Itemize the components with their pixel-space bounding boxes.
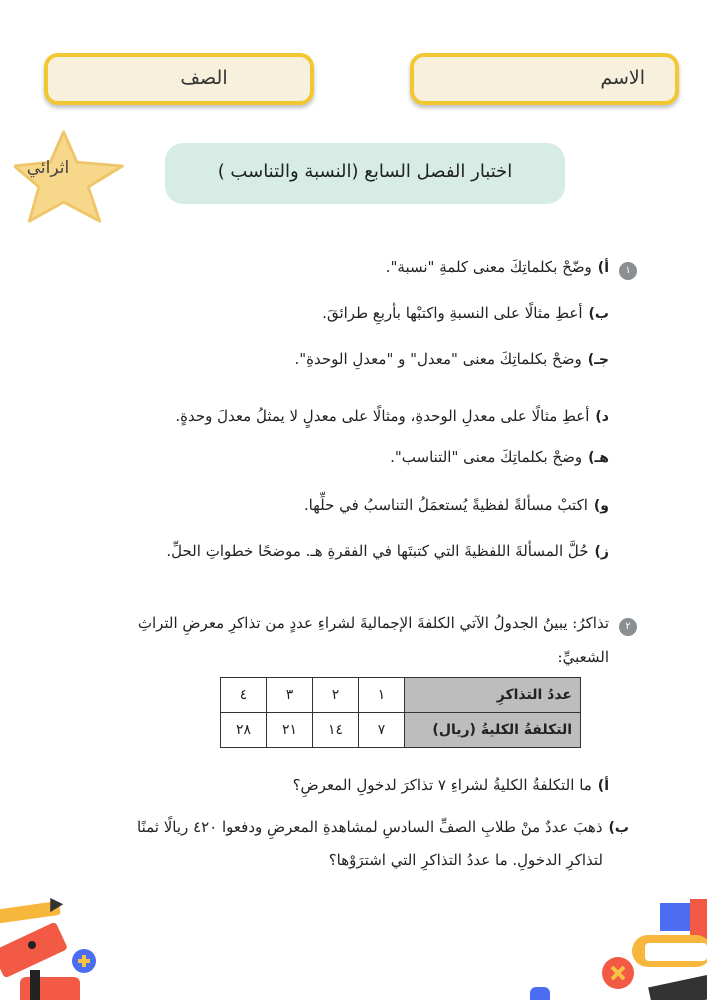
grade-label: الصف [180, 67, 228, 89]
student-name-field[interactable] [410, 53, 679, 105]
page-title: اختبار الفصل السابع (النسبة والتناسب ) [165, 143, 565, 204]
table-cell: ١ [359, 678, 405, 713]
q1-item-f: و)اكتبْ مسألةً لفظيةً يُستعمَلُ التناسبُ في حلِّها. [303, 496, 609, 514]
table-row [221, 678, 581, 713]
question-1-number: ١ [619, 258, 637, 280]
table-cell: ٤ [221, 678, 267, 713]
stationery-decoration-icon [0, 895, 110, 1000]
q1-item-c: جـ)وضحْ بكلماتِكَ معنى "معدل" و "معدلِ الوحدةِ". [294, 350, 609, 368]
table-cell: ٢ [313, 678, 359, 713]
q1-item-a: أ)وضّحْ بكلماتِكَ معنى كلمةِ "نسبة". [385, 258, 609, 276]
table-header-cost: التكلفةُ الكليةُ (ريال) [405, 713, 581, 748]
star-icon [14, 128, 134, 228]
stationery-decoration-right-icon [520, 895, 707, 1000]
enrichment-badge: اثرائي [26, 158, 70, 178]
name-label: الاسم [600, 67, 645, 89]
q1-item-e: هـ)وضحْ بكلماتِكَ معنى "التناسب". [390, 448, 609, 466]
table-row [221, 713, 581, 748]
table-cell: ٧ [359, 713, 405, 748]
q2-item-b: ب)ذهبَ عددٌ منْ طلابِ الصفِّ السادسِ لمشاهدةِ المعرضِ ودفعوا ٤٢٠ ريالًا ثمنًا [137, 818, 629, 836]
q1-item-d: د)أعطِ مثالًا على معدلِ الوحدةِ، ومثالًا على معدلٍ لا يمثلُ معدلَ وحدةٍ. [175, 407, 609, 425]
question-2-number: ٢ [619, 614, 637, 636]
table-cell: ٢٨ [221, 713, 267, 748]
table-header-tickets: عددُ التذاكرِ [405, 678, 581, 713]
q2-item-a: أ)ما التكلفةُ الكليةُ لشراءِ ٧ تذاكرَ لدخولِ المعرضِ؟ [292, 776, 609, 794]
table-cell: ١٤ [313, 713, 359, 748]
table-cell: ٣ [267, 678, 313, 713]
q2-item-b-line2: لتذاكرِ الدخولِ. ما عددُ التذاكرِ التي اشترَوْها؟ [328, 851, 603, 869]
q1-item-b: ب)أعطِ مثالًا على النسبةِ واكتبْها بأربعِ طرائقَ. [322, 304, 609, 322]
table-cell: ٢١ [267, 713, 313, 748]
q2-intro: تذاكرُ: يبينُ الجدولُ الآتي الكلفةَ الإجماليةَ لشراءِ عددٍ من تذاكرِ معرضِ التراثِ الشعبيِّ: [137, 614, 609, 666]
q1-item-g: ز)حُلَّ المسألةَ اللفظيةَ التي كتبتَها في الفقرةِ هـ. موضحًا خطواتِ الحلِّ. [166, 542, 609, 560]
tickets-table [220, 677, 581, 748]
grade-field[interactable] [44, 53, 314, 105]
